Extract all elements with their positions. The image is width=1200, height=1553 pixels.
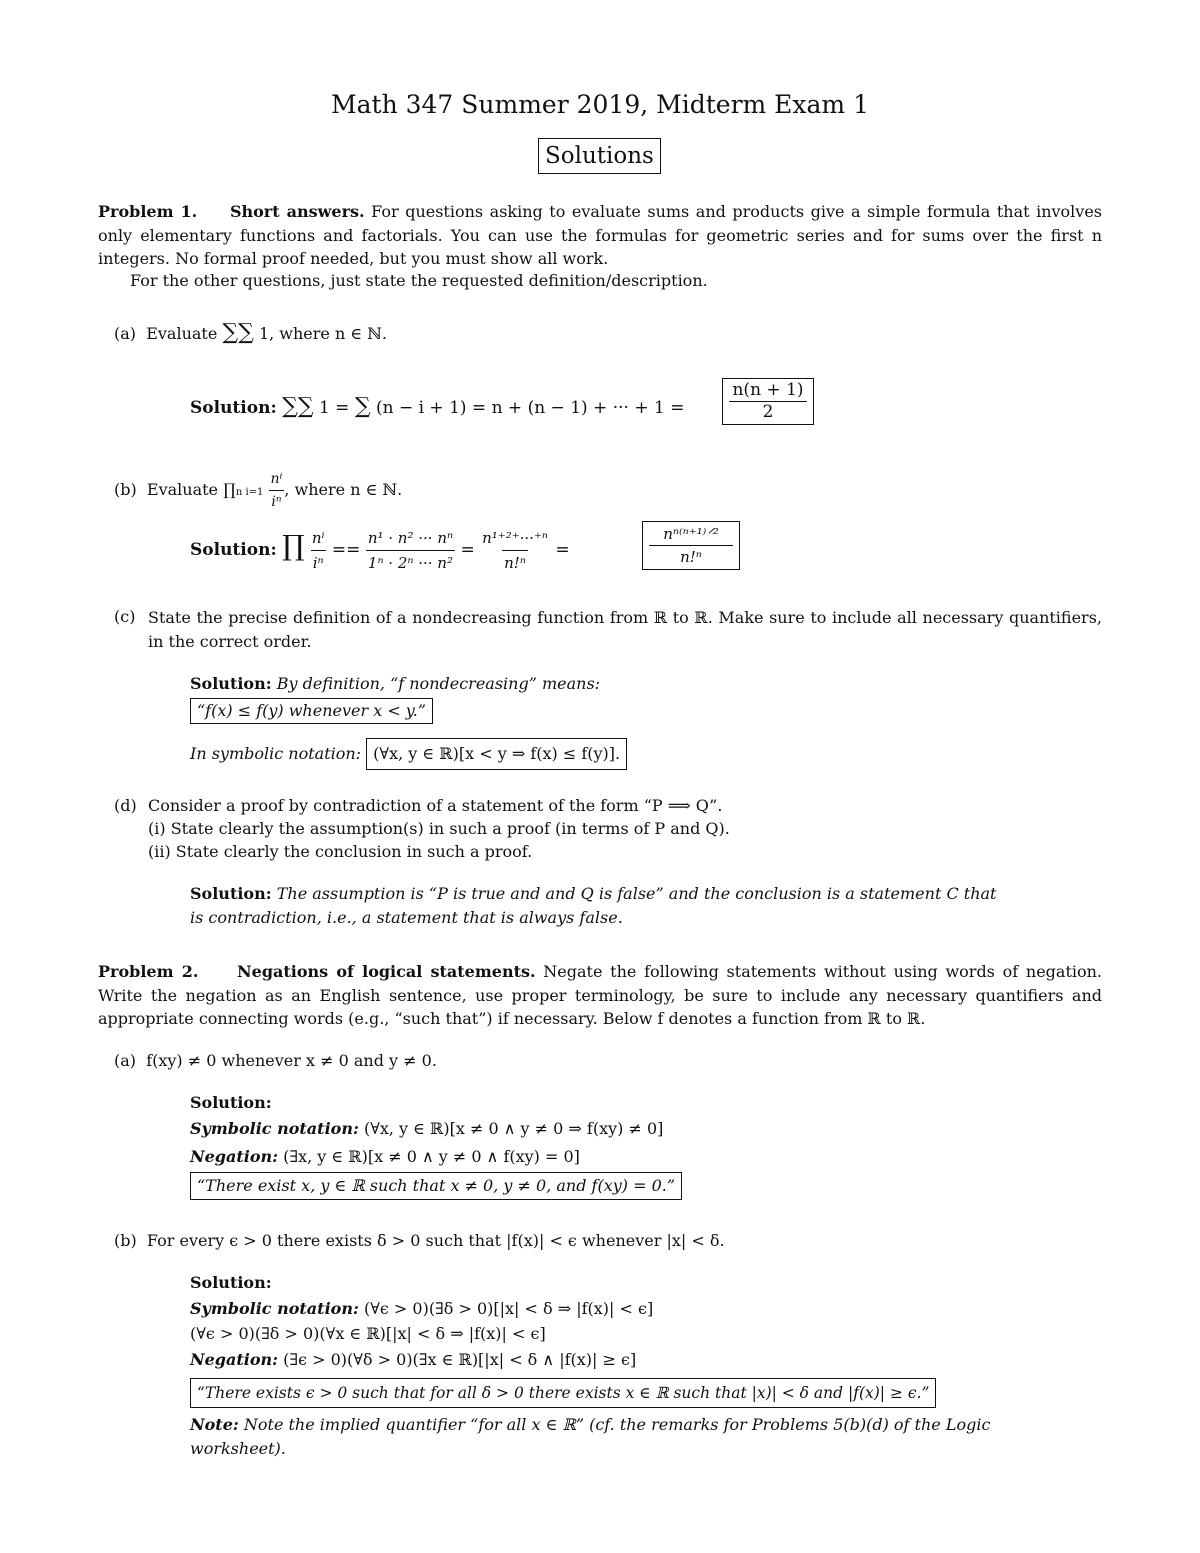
p2b-symbolic-label: Symbolic notation: [190,1299,359,1318]
sum-symbol-icon: ∑∑ [282,394,314,419]
problem1-label: Problem 1. [98,202,198,221]
p1c-symbolic-box: (∀x, y ∈ ℝ)[x < y ⇒ f(x) ≤ f(y)]. [366,738,627,770]
p1d-line2: (i) State clearly the assumption(s) in such a proof (in terms of P and Q). [148,819,730,838]
p1b-answer-num: nⁿ⁽ⁿ⁺¹⁾ᐟ² [663,525,719,543]
p2a-negation [190,1146,580,1168]
p1b-suffix: , where n ∈ ℕ. [284,480,403,499]
p2a-symbolic [190,1118,663,1140]
p2a-boxed-answer: “There exist x, y ∈ ℝ such that x ≠ 0, y ≠ 0, and f(xy) = 0.” [190,1172,682,1200]
p1b-step2-num: n¹⁺²⁺···⁺ⁿ [482,529,548,547]
problem2-label: Problem 2. [98,962,199,981]
p2b-boxed-answer: “There exists ϵ > 0 such that for all δ > 0 there exists x ∈ ℝ such that |x)| < δ and |f(x)| ≥ ϵ.” [190,1378,936,1408]
problem2-heading: Negations of logical statements. [237,962,536,981]
p1b-sol-frac3 [480,526,550,575]
sum-symbol-icon: ∑ [354,394,371,419]
p1a-answer-box [722,378,814,425]
p2a-question-text: f(xy) ≠ 0 whenever x ≠ 0 and y ≠ 0. [146,1051,437,1070]
p2a-symbolic-text: (∀x, y ∈ ℝ)[x ≠ 0 ∧ y ≠ 0 ⇒ f(xy) ≠ 0] [363,1119,664,1138]
p1a-suffix: 1, where n ∈ ℕ. [258,324,387,343]
p1a-solution-rest: (n − i + 1) = n + (n − 1) + ··· + 1 = [375,398,685,418]
problem1-heading: Short answers. [229,202,365,221]
p1b-frac-num: nⁱ [270,471,283,487]
p2b-note-line2: worksheet). [190,1439,286,1458]
equals-sign: = [460,540,475,560]
page-title: Math 347 Summer 2019, Midterm Exam 1 [331,90,869,119]
p2b-note-label: Note: [190,1415,239,1434]
problem2-intro-text: Negate the following statements without using words of negation. Write the negation as an English sentence, use proper terminology, be sure to include any necessary quantifiers and appropriate connecting words (e.g., “such that”) if necessary. Below f denotes a function from ℝ to ℝ. [98,962,1103,1028]
p1b-fraction [269,468,285,513]
equals-sign: = [555,540,570,560]
p1a-solution-label: Solution: [190,398,277,418]
p1d-solution-line1: The assumption is “P is true and and Q is false” and the conclusion is a statement C that [276,884,997,903]
p1b-label: (b) [114,480,137,499]
p1c-question: State the precise definition of a nondecreasing function from ℝ to ℝ. Make sure to include all necessary quantifiers, in the correct order. [148,608,1102,651]
p2b-negation-label: Negation: [190,1350,279,1369]
p2b-negation [190,1349,636,1371]
p1d-solution [190,883,996,905]
p1a-solution-mid: 1 = [318,398,350,418]
p1b-sol-frac2 [366,526,455,575]
p1a-label: (a) [114,324,137,343]
problem2-intro [98,960,1102,1031]
p1b-solution-label: Solution: [190,540,277,560]
problem1-intro2: For the other questions, just state the requested definition/description. [130,271,708,290]
p2a-negation-text: (∃x, y ∈ ℝ)[x ≠ 0 ∧ y ≠ 0 ∧ f(xy) = 0] [283,1147,580,1166]
p1b-sol-frac1 [310,526,327,575]
p1b-answer-box [642,521,740,570]
p1a-question [114,322,387,345]
p2a-negation-label: Negation: [190,1147,279,1166]
p1c-solution [190,673,600,695]
p1b-solution [190,526,570,575]
p1b-step2-den: n!ⁿ [502,550,528,575]
p1b-answer-den: n!ⁿ [649,545,733,568]
sum-symbol-icon: ∑∑ [222,320,254,345]
p1c-definition-box: “f(x) ≤ f(y) whenever x < y.” [190,698,433,724]
p2b-solution-label: Solution: [190,1273,272,1292]
problem1-intro [98,200,1102,271]
p1c-symbolic [190,738,627,770]
equals-sign: == [331,540,361,560]
p1d-solution-line2: is contradiction, i.e., a statement that is always false. [190,908,623,927]
p2a-question [114,1050,437,1072]
p1b-question [114,468,402,513]
product-symbol-icon: ∏ [282,529,305,562]
p1c-label: (c) [114,607,136,626]
p1a-prefix: Evaluate [146,324,218,343]
p2a-label: (a) [114,1051,137,1070]
p1b-step1-num: n¹ · n² ··· nⁿ [367,529,454,547]
solutions-label: Solutions [538,138,661,174]
p1b-frac-den: iⁿ [269,490,283,513]
p1d-solution-label: Solution: [190,884,272,903]
p2b-label: (b) [114,1231,137,1250]
p2b-symbolic2: (∀ϵ > 0)(∃δ > 0)(∀x ∈ ℝ)[|x| < δ ⇒ |f(x)| < ϵ] [190,1324,546,1343]
p2b-note-line1: Note the implied quantifier “for all x ∈ ℝ” (cf. the remarks for Problems 5(b)(d) of the Logic [243,1415,991,1434]
p1b-sol-frac1-den: iⁿ [311,550,326,575]
p2a-symbolic-label: Symbolic notation: [190,1119,359,1138]
p2b-symbolic [190,1298,653,1320]
p1a-solution [190,396,684,419]
p1c-solution-text: By definition, “f nondecreasing” means: [276,674,601,693]
p2b-question [114,1230,725,1252]
p1a-answer-num: n(n + 1) [732,380,804,400]
p1b-sol-frac1-num: nⁱ [311,529,325,547]
p1d-line3: (ii) State clearly the conclusion in such a proof. [148,842,533,861]
p1b-step1-den: 1ⁿ · 2ⁿ ··· n² [366,550,455,575]
p1b-prefix: Evaluate ∏ [146,480,236,499]
p2b-symbolic-text: (∀ϵ > 0)(∃δ > 0)[|x| < δ ⇒ |f(x)| < ϵ] [363,1299,654,1318]
p1d-label: (d) [114,796,137,815]
problem1-intro-text: For questions asking to evaluate sums and products give a simple formula that involves only elementary functions and factorials. You can use the formulas for geometric series and for sums over the first n integers. No formal proof needed, but you must show all work. [98,202,1103,268]
p1d-line1: Consider a proof by contradiction of a statement of the form “P ⟹ Q”. [148,796,723,815]
p2b-question-text: For every ϵ > 0 there exists δ > 0 such that |f(x)| < ϵ whenever |x| < δ. [146,1231,725,1250]
p2a-solution-label: Solution: [190,1093,272,1112]
p1a-answer-den: 2 [729,401,807,423]
p1b-limits: n i=1 [235,487,264,498]
p1c-symbolic-label: In symbolic notation: [190,744,362,763]
p2b-note [190,1414,990,1436]
p1c-solution-label: Solution: [190,674,272,693]
p2b-negation-text: (∃ϵ > 0)(∀δ > 0)(∃x ∈ ℝ)[|x| < δ ∧ |f(x)| ≥ ϵ] [283,1350,637,1369]
